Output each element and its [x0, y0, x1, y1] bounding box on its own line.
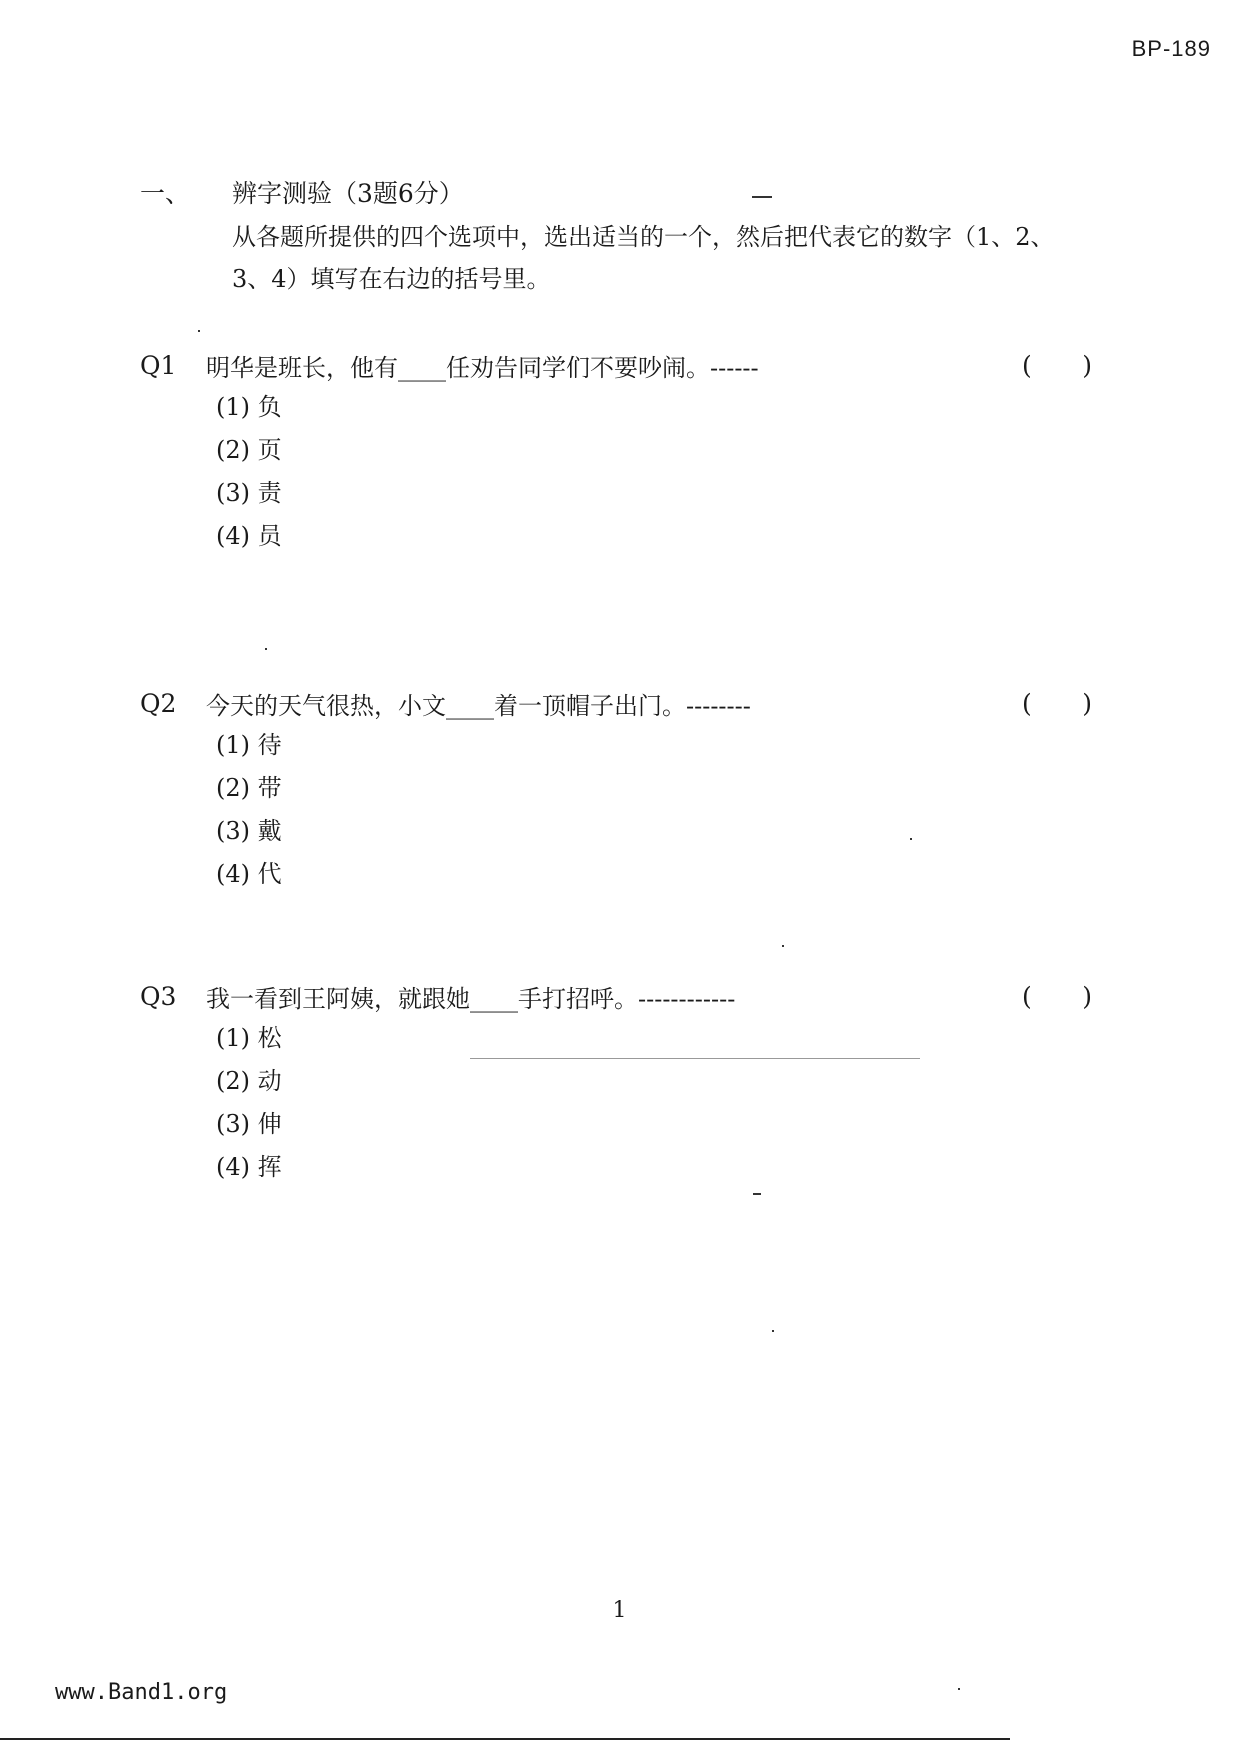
question-2: [140, 682, 1100, 896]
section-number: 一、: [140, 179, 191, 208]
footer-rule: [0, 1738, 1010, 1740]
question-line: [140, 975, 1100, 1017]
scan-speck: [198, 330, 200, 332]
question-line: [140, 344, 1100, 386]
section-header-block: [140, 172, 1100, 300]
answer-paren-close: ): [1082, 981, 1092, 1011]
answer-paren-open: (: [1022, 981, 1032, 1011]
option-3: (3) 戴: [216, 817, 282, 845]
option-1: (1) 松: [216, 1024, 282, 1052]
footer-url: www.Band1.org: [55, 1680, 228, 1705]
section-header: [140, 172, 1100, 212]
answer-paren-close: ): [1082, 688, 1092, 718]
answer-box[interactable]: [1022, 982, 1092, 1011]
question-text: 明华是班长，他有____任劝告同学们不要吵闹。------: [206, 353, 759, 382]
answer-paren-open: (: [1022, 688, 1032, 718]
option-list: [216, 1017, 1100, 1189]
option-3: (3) 伸: [216, 1110, 282, 1138]
option-2: (2) 页: [216, 436, 282, 464]
scan-speck: [772, 1330, 774, 1332]
scan-speck: [958, 1688, 960, 1690]
option-4: (4) 代: [216, 860, 282, 888]
option-1: (1) 待: [216, 731, 282, 759]
question-3: [140, 975, 1100, 1189]
section-title: 辨字测验（3题6分）: [232, 179, 464, 208]
question-text: 今天的天气很热，小文____着一顶帽子出门。--------: [206, 691, 751, 720]
option-2: (2) 动: [216, 1067, 282, 1095]
option-4: (4) 挥: [216, 1153, 282, 1181]
option-3: (3) 责: [216, 479, 282, 507]
option-list: [216, 386, 1100, 558]
question-label: Q3: [140, 981, 177, 1011]
question-1: [140, 344, 1100, 558]
page-number: 1: [612, 1598, 627, 1623]
answer-paren-close: ): [1082, 350, 1092, 380]
section-instructions: 从各题所提供的四个选项中，选出适当的一个，然后把代表它的数字（1、2、3、4）填写在右边的括号里。: [232, 223, 1055, 293]
option-list: [216, 724, 1100, 896]
answer-box[interactable]: [1022, 689, 1092, 718]
option-4: (4) 员: [216, 522, 282, 550]
scan-speck: [753, 1193, 761, 1195]
question-text: 我一看到王阿姨，就跟她____手打招呼。------------: [206, 984, 736, 1013]
answer-paren-open: (: [1022, 350, 1032, 380]
question-line: [140, 682, 1100, 724]
option-2: (2) 带: [216, 774, 282, 802]
scan-speck: [470, 1058, 920, 1059]
question-label: Q2: [140, 688, 177, 718]
question-label: Q1: [140, 350, 177, 380]
answer-box[interactable]: [1022, 351, 1092, 380]
scan-speck: [782, 945, 784, 947]
scan-speck: [752, 196, 772, 198]
scan-speck: [910, 838, 912, 840]
option-1: (1) 负: [216, 393, 282, 421]
scan-speck: [265, 648, 267, 650]
page-code: BP-189: [1131, 36, 1211, 61]
